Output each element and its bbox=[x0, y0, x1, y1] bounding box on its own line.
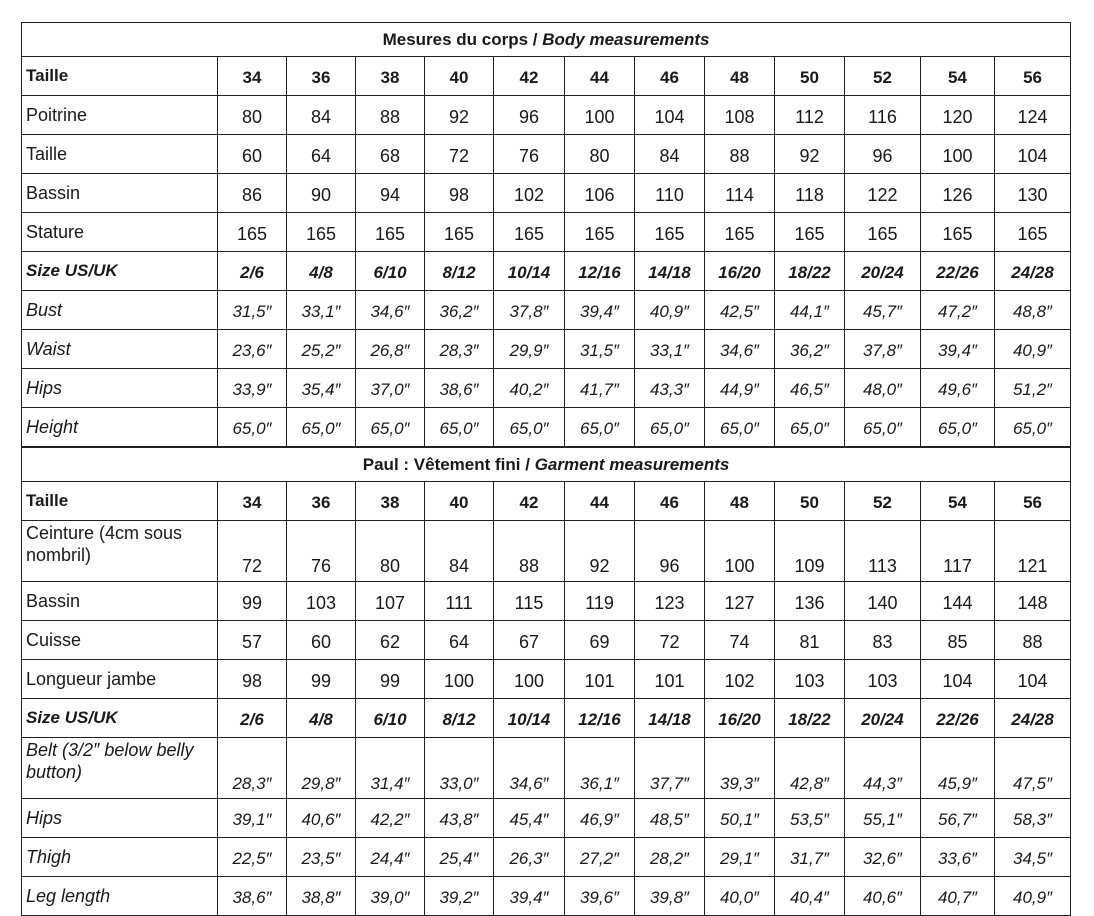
table-cell: 165 bbox=[635, 213, 705, 252]
table-cell: 123 bbox=[635, 582, 705, 621]
table-cell: 27,2″ bbox=[565, 838, 635, 877]
size-header-cell: 52 bbox=[845, 482, 921, 521]
table-cell: 148 bbox=[995, 582, 1071, 621]
table-cell: 88 bbox=[995, 621, 1071, 660]
table-cell: 40,6″ bbox=[845, 877, 921, 916]
table-cell: 136 bbox=[775, 582, 845, 621]
row-label: Stature bbox=[22, 213, 218, 252]
table-cell: 45,9″ bbox=[921, 738, 995, 799]
table-cell: 25,2″ bbox=[287, 330, 356, 369]
table-cell: 102 bbox=[705, 660, 775, 699]
table-cell: 104 bbox=[995, 660, 1071, 699]
table-row bbox=[22, 408, 1071, 447]
row-label: Belt (3/2″ below belly button) bbox=[22, 738, 218, 799]
us-size-cell: 10/14 bbox=[494, 699, 565, 738]
table-cell: 34,6″ bbox=[705, 330, 775, 369]
table-cell: 119 bbox=[565, 582, 635, 621]
table-cell: 47,5″ bbox=[995, 738, 1071, 799]
table-row bbox=[22, 174, 1071, 213]
table-cell: 88 bbox=[356, 96, 425, 135]
us-size-cell: 18/22 bbox=[775, 252, 845, 291]
table-cell: 92 bbox=[565, 521, 635, 582]
table-cell: 60 bbox=[287, 621, 356, 660]
size-header-cell: 54 bbox=[921, 57, 995, 96]
size-header-cell: 44 bbox=[565, 482, 635, 521]
row-label: Taille bbox=[22, 135, 218, 174]
row-label: Hips bbox=[22, 369, 218, 408]
row-label: Bust bbox=[22, 291, 218, 330]
size-header-cell: 48 bbox=[705, 482, 775, 521]
table-cell: 103 bbox=[775, 660, 845, 699]
table-title bbox=[22, 448, 1071, 482]
table-cell: 64 bbox=[425, 621, 494, 660]
table-row bbox=[22, 660, 1071, 699]
table-cell: 65,0″ bbox=[565, 408, 635, 447]
table-cell: 117 bbox=[921, 521, 995, 582]
table-cell: 92 bbox=[775, 135, 845, 174]
table-cell: 39,4″ bbox=[921, 330, 995, 369]
table-cell: 74 bbox=[705, 621, 775, 660]
table-cell: 104 bbox=[921, 660, 995, 699]
table-cell: 72 bbox=[425, 135, 494, 174]
table-cell: 51,2″ bbox=[995, 369, 1071, 408]
size-header-cell: 36 bbox=[287, 57, 356, 96]
size-header-cell: 36 bbox=[287, 482, 356, 521]
table-title-french: Paul : Vêtement fini / bbox=[362, 454, 535, 474]
size-header-row bbox=[22, 482, 1071, 521]
table-cell: 114 bbox=[705, 174, 775, 213]
table-cell: 45,7″ bbox=[845, 291, 921, 330]
table-cell: 140 bbox=[845, 582, 921, 621]
table-cell: 100 bbox=[705, 521, 775, 582]
row-label: Poitrine bbox=[22, 96, 218, 135]
size-header-row bbox=[22, 57, 1071, 96]
us-size-cell: 12/16 bbox=[565, 252, 635, 291]
table-cell: 60 bbox=[218, 135, 287, 174]
table-cell: 99 bbox=[287, 660, 356, 699]
table-cell: 80 bbox=[218, 96, 287, 135]
table-cell: 165 bbox=[287, 213, 356, 252]
table-cell: 84 bbox=[635, 135, 705, 174]
table-cell: 101 bbox=[565, 660, 635, 699]
table-cell: 80 bbox=[565, 135, 635, 174]
row-label: Cuisse bbox=[22, 621, 218, 660]
us-size-cell: 10/14 bbox=[494, 252, 565, 291]
table-cell: 86 bbox=[218, 174, 287, 213]
table-cell: 68 bbox=[356, 135, 425, 174]
table-row bbox=[22, 799, 1071, 838]
table-cell: 37,7″ bbox=[635, 738, 705, 799]
table-cell: 100 bbox=[494, 660, 565, 699]
table-cell: 25,4″ bbox=[425, 838, 494, 877]
table-cell: 65,0″ bbox=[775, 408, 845, 447]
table-cell: 100 bbox=[565, 96, 635, 135]
table-cell: 65,0″ bbox=[494, 408, 565, 447]
table-cell: 65,0″ bbox=[425, 408, 494, 447]
table-cell: 56,7″ bbox=[921, 799, 995, 838]
table-cell: 39,4″ bbox=[565, 291, 635, 330]
us-size-cell: 22/26 bbox=[921, 252, 995, 291]
us-size-cell: 8/12 bbox=[425, 252, 494, 291]
table-row bbox=[22, 582, 1071, 621]
table-cell: 37,8″ bbox=[494, 291, 565, 330]
table-cell: 127 bbox=[705, 582, 775, 621]
table-cell: 103 bbox=[845, 660, 921, 699]
us-size-cell: 14/18 bbox=[635, 699, 705, 738]
table-cell: 24,4″ bbox=[356, 838, 425, 877]
table-cell: 40,6″ bbox=[287, 799, 356, 838]
row-label: Thigh bbox=[22, 838, 218, 877]
table-cell: 96 bbox=[845, 135, 921, 174]
table-cell: 103 bbox=[287, 582, 356, 621]
table-cell: 58,3″ bbox=[995, 799, 1071, 838]
table-cell: 115 bbox=[494, 582, 565, 621]
table-cell: 96 bbox=[494, 96, 565, 135]
size-header-cell: 42 bbox=[494, 482, 565, 521]
table-cell: 33,1″ bbox=[287, 291, 356, 330]
table-cell: 130 bbox=[995, 174, 1071, 213]
table-cell: 33,0″ bbox=[425, 738, 494, 799]
table-cell: 99 bbox=[356, 660, 425, 699]
table-cell: 34,6″ bbox=[494, 738, 565, 799]
table-cell: 165 bbox=[218, 213, 287, 252]
table-cell: 29,9″ bbox=[494, 330, 565, 369]
row-label: Bassin bbox=[22, 174, 218, 213]
table-cell: 116 bbox=[845, 96, 921, 135]
table-cell: 43,3″ bbox=[635, 369, 705, 408]
table-cell: 50,1″ bbox=[705, 799, 775, 838]
table-cell: 39,4″ bbox=[494, 877, 565, 916]
table-cell: 110 bbox=[635, 174, 705, 213]
size-header-cell: 50 bbox=[775, 482, 845, 521]
table-cell: 55,1″ bbox=[845, 799, 921, 838]
table-cell: 31,4″ bbox=[356, 738, 425, 799]
table-cell: 45,4″ bbox=[494, 799, 565, 838]
table-cell: 44,3″ bbox=[845, 738, 921, 799]
us-size-cell: 20/24 bbox=[845, 699, 921, 738]
garment-measurements-table bbox=[21, 447, 1071, 916]
table-cell: 113 bbox=[845, 521, 921, 582]
table-row bbox=[22, 291, 1071, 330]
table-cell: 165 bbox=[356, 213, 425, 252]
table-row bbox=[22, 213, 1071, 252]
table-cell: 48,5″ bbox=[635, 799, 705, 838]
table-cell: 65,0″ bbox=[845, 408, 921, 447]
table-cell: 42,8″ bbox=[775, 738, 845, 799]
us-size-header-row bbox=[22, 699, 1071, 738]
table-cell: 104 bbox=[995, 135, 1071, 174]
table-cell: 42,5″ bbox=[705, 291, 775, 330]
table-cell: 76 bbox=[287, 521, 356, 582]
table-cell: 39,6″ bbox=[565, 877, 635, 916]
table-cell: 26,8″ bbox=[356, 330, 425, 369]
table-cell: 62 bbox=[356, 621, 425, 660]
size-header-label: Taille bbox=[22, 482, 218, 521]
table-cell: 106 bbox=[565, 174, 635, 213]
table-cell: 26,3″ bbox=[494, 838, 565, 877]
table-cell: 165 bbox=[845, 213, 921, 252]
us-size-cell: 16/20 bbox=[705, 699, 775, 738]
table-cell: 40,9″ bbox=[995, 877, 1071, 916]
table-cell: 88 bbox=[494, 521, 565, 582]
us-size-cell: 2/6 bbox=[218, 699, 287, 738]
size-header-cell: 34 bbox=[218, 482, 287, 521]
table-cell: 29,8″ bbox=[287, 738, 356, 799]
us-size-cell: 8/12 bbox=[425, 699, 494, 738]
table-cell: 67 bbox=[494, 621, 565, 660]
table-cell: 40,9″ bbox=[995, 330, 1071, 369]
table-cell: 65,0″ bbox=[995, 408, 1071, 447]
table-row bbox=[22, 369, 1071, 408]
table-cell: 80 bbox=[356, 521, 425, 582]
table-cell: 100 bbox=[921, 135, 995, 174]
table-cell: 120 bbox=[921, 96, 995, 135]
table-cell: 40,0″ bbox=[705, 877, 775, 916]
table-row bbox=[22, 330, 1071, 369]
size-header-cell: 50 bbox=[775, 57, 845, 96]
table-cell: 38,6″ bbox=[425, 369, 494, 408]
table-cell: 96 bbox=[635, 521, 705, 582]
table-cell: 22,5″ bbox=[218, 838, 287, 877]
size-header-cell: 38 bbox=[356, 57, 425, 96]
table-cell: 39,3″ bbox=[705, 738, 775, 799]
us-size-cell: 22/26 bbox=[921, 699, 995, 738]
body-measurements-table bbox=[21, 22, 1071, 447]
table-cell: 122 bbox=[845, 174, 921, 213]
size-header-label: Taille bbox=[22, 57, 218, 96]
table-cell: 47,2″ bbox=[921, 291, 995, 330]
us-size-cell: 16/20 bbox=[705, 252, 775, 291]
table-cell: 23,5″ bbox=[287, 838, 356, 877]
size-header-cell: 40 bbox=[425, 482, 494, 521]
table-cell: 121 bbox=[995, 521, 1071, 582]
table-cell: 40,7″ bbox=[921, 877, 995, 916]
table-cell: 109 bbox=[775, 521, 845, 582]
table-title-row bbox=[22, 23, 1071, 57]
table-cell: 33,6″ bbox=[921, 838, 995, 877]
table-title bbox=[22, 23, 1071, 57]
us-size-cell: 24/28 bbox=[995, 699, 1071, 738]
table-title-english: Body measurements bbox=[542, 29, 710, 49]
table-cell: 165 bbox=[705, 213, 775, 252]
table-cell: 48,0″ bbox=[845, 369, 921, 408]
table-cell: 49,6″ bbox=[921, 369, 995, 408]
size-header-cell: 46 bbox=[635, 57, 705, 96]
size-header-cell: 54 bbox=[921, 482, 995, 521]
table-cell: 34,6″ bbox=[356, 291, 425, 330]
us-size-cell: 20/24 bbox=[845, 252, 921, 291]
table-row bbox=[22, 738, 1071, 799]
row-label: Hips bbox=[22, 799, 218, 838]
table-cell: 28,3″ bbox=[218, 738, 287, 799]
table-cell: 104 bbox=[635, 96, 705, 135]
us-size-cell: 14/18 bbox=[635, 252, 705, 291]
table-cell: 165 bbox=[565, 213, 635, 252]
table-cell: 65,0″ bbox=[921, 408, 995, 447]
table-cell: 36,2″ bbox=[775, 330, 845, 369]
size-header-cell: 46 bbox=[635, 482, 705, 521]
table-cell: 39,2″ bbox=[425, 877, 494, 916]
table-cell: 81 bbox=[775, 621, 845, 660]
size-header-cell: 48 bbox=[705, 57, 775, 96]
table-cell: 43,8″ bbox=[425, 799, 494, 838]
table-cell: 107 bbox=[356, 582, 425, 621]
size-header-cell: 38 bbox=[356, 482, 425, 521]
table-cell: 33,9″ bbox=[218, 369, 287, 408]
table-row bbox=[22, 621, 1071, 660]
table-cell: 44,9″ bbox=[705, 369, 775, 408]
table-cell: 165 bbox=[995, 213, 1071, 252]
table-cell: 100 bbox=[425, 660, 494, 699]
size-header-cell: 52 bbox=[845, 57, 921, 96]
table-row bbox=[22, 877, 1071, 916]
us-size-cell: 6/10 bbox=[356, 699, 425, 738]
us-size-cell: 4/8 bbox=[287, 252, 356, 291]
table-row bbox=[22, 521, 1071, 582]
table-cell: 65,0″ bbox=[705, 408, 775, 447]
row-label: Waist bbox=[22, 330, 218, 369]
table-cell: 124 bbox=[995, 96, 1071, 135]
table-cell: 57 bbox=[218, 621, 287, 660]
us-size-label: Size US/UK bbox=[22, 252, 218, 291]
table-cell: 83 bbox=[845, 621, 921, 660]
table-cell: 112 bbox=[775, 96, 845, 135]
table-cell: 108 bbox=[705, 96, 775, 135]
table-cell: 23,6″ bbox=[218, 330, 287, 369]
table-cell: 44,1″ bbox=[775, 291, 845, 330]
table-cell: 53,5″ bbox=[775, 799, 845, 838]
table-cell: 31,7″ bbox=[775, 838, 845, 877]
table-cell: 165 bbox=[425, 213, 494, 252]
table-cell: 90 bbox=[287, 174, 356, 213]
row-label: Ceinture (4cm sous nombril) bbox=[22, 521, 218, 582]
table-cell: 32,6″ bbox=[845, 838, 921, 877]
table-row bbox=[22, 838, 1071, 877]
table-cell: 144 bbox=[921, 582, 995, 621]
us-size-cell: 4/8 bbox=[287, 699, 356, 738]
us-size-cell: 24/28 bbox=[995, 252, 1071, 291]
table-cell: 46,5″ bbox=[775, 369, 845, 408]
table-cell: 72 bbox=[635, 621, 705, 660]
table-cell: 31,5″ bbox=[565, 330, 635, 369]
table-cell: 69 bbox=[565, 621, 635, 660]
table-cell: 37,0″ bbox=[356, 369, 425, 408]
table-cell: 99 bbox=[218, 582, 287, 621]
table-cell: 48,8″ bbox=[995, 291, 1071, 330]
table-cell: 102 bbox=[494, 174, 565, 213]
table-cell: 65,0″ bbox=[635, 408, 705, 447]
table-cell: 65,0″ bbox=[287, 408, 356, 447]
us-size-label: Size US/UK bbox=[22, 699, 218, 738]
table-cell: 39,8″ bbox=[635, 877, 705, 916]
table-cell: 92 bbox=[425, 96, 494, 135]
table-title-row bbox=[22, 448, 1071, 482]
table-cell: 85 bbox=[921, 621, 995, 660]
table-cell: 65,0″ bbox=[356, 408, 425, 447]
table-cell: 38,6″ bbox=[218, 877, 287, 916]
us-size-cell: 18/22 bbox=[775, 699, 845, 738]
table-row bbox=[22, 135, 1071, 174]
table-cell: 39,0″ bbox=[356, 877, 425, 916]
table-row bbox=[22, 96, 1071, 135]
row-label: Leg length bbox=[22, 877, 218, 916]
us-size-cell: 2/6 bbox=[218, 252, 287, 291]
us-size-header-row bbox=[22, 252, 1071, 291]
table-cell: 64 bbox=[287, 135, 356, 174]
table-cell: 36,1″ bbox=[565, 738, 635, 799]
table-cell: 29,1″ bbox=[705, 838, 775, 877]
table-cell: 41,7″ bbox=[565, 369, 635, 408]
table-cell: 94 bbox=[356, 174, 425, 213]
table-cell: 33,1″ bbox=[635, 330, 705, 369]
table-cell: 98 bbox=[425, 174, 494, 213]
us-size-cell: 6/10 bbox=[356, 252, 425, 291]
size-header-cell: 56 bbox=[995, 57, 1071, 96]
table-cell: 165 bbox=[494, 213, 565, 252]
size-header-cell: 56 bbox=[995, 482, 1071, 521]
table-cell: 165 bbox=[921, 213, 995, 252]
table-cell: 28,3″ bbox=[425, 330, 494, 369]
table-cell: 40,2″ bbox=[494, 369, 565, 408]
table-cell: 38,8″ bbox=[287, 877, 356, 916]
table-cell: 46,9″ bbox=[565, 799, 635, 838]
table-cell: 28,2″ bbox=[635, 838, 705, 877]
size-header-cell: 34 bbox=[218, 57, 287, 96]
table-cell: 34,5″ bbox=[995, 838, 1071, 877]
row-label: Height bbox=[22, 408, 218, 447]
table-cell: 84 bbox=[287, 96, 356, 135]
table-cell: 88 bbox=[705, 135, 775, 174]
table-cell: 37,8″ bbox=[845, 330, 921, 369]
table-cell: 165 bbox=[775, 213, 845, 252]
size-header-cell: 44 bbox=[565, 57, 635, 96]
table-cell: 126 bbox=[921, 174, 995, 213]
table-cell: 98 bbox=[218, 660, 287, 699]
table-cell: 76 bbox=[494, 135, 565, 174]
table-cell: 65,0″ bbox=[218, 408, 287, 447]
table-cell: 40,9″ bbox=[635, 291, 705, 330]
table-cell: 84 bbox=[425, 521, 494, 582]
table-cell: 36,2″ bbox=[425, 291, 494, 330]
size-header-cell: 40 bbox=[425, 57, 494, 96]
table-title-french: Mesures du corps / bbox=[382, 29, 543, 49]
table-cell: 42,2″ bbox=[356, 799, 425, 838]
table-cell: 31,5″ bbox=[218, 291, 287, 330]
table-cell: 39,1″ bbox=[218, 799, 287, 838]
table-title-english: Garment measurements bbox=[534, 454, 730, 474]
us-size-cell: 12/16 bbox=[565, 699, 635, 738]
table-cell: 72 bbox=[218, 521, 287, 582]
table-cell: 118 bbox=[775, 174, 845, 213]
size-header-cell: 42 bbox=[494, 57, 565, 96]
table-cell: 40,4″ bbox=[775, 877, 845, 916]
table-cell: 111 bbox=[425, 582, 494, 621]
row-label: Longueur jambe bbox=[22, 660, 218, 699]
table-cell: 101 bbox=[635, 660, 705, 699]
row-label: Bassin bbox=[22, 582, 218, 621]
table-cell: 35,4″ bbox=[287, 369, 356, 408]
